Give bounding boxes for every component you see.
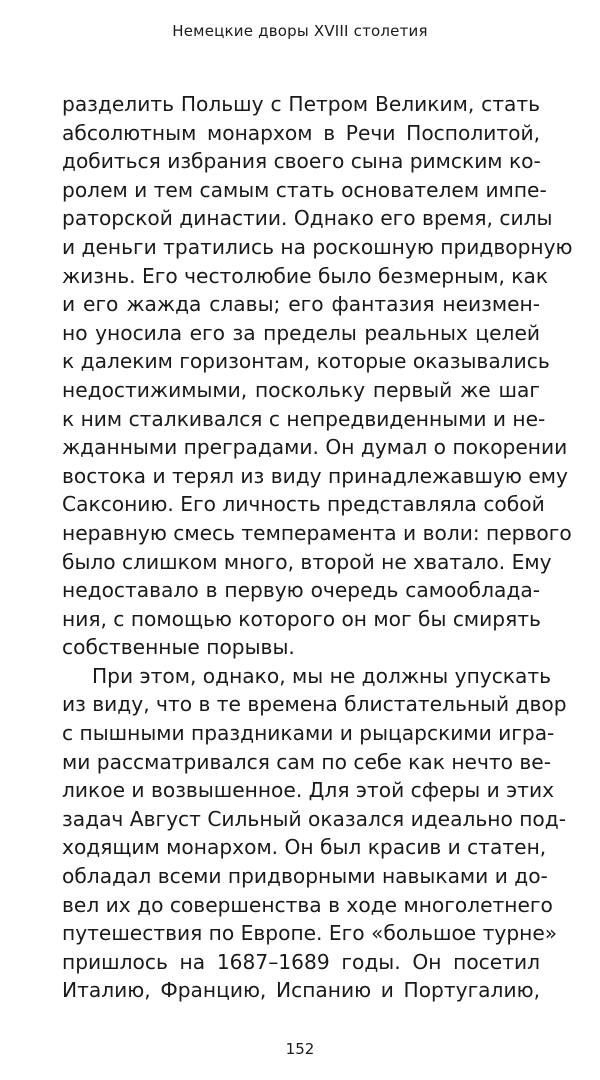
text-line: ния, с помощью которого он мог бы смирять [62, 606, 541, 631]
text-line: недоставало в первую очередь самообладa- [62, 578, 540, 603]
text-line: обладал всеми придворными навыками и до- [62, 864, 548, 889]
running-head: Немецкие дворы XVIII столетия [172, 22, 428, 40]
text-line: ролем и тем самым стать основателем импе- [62, 177, 547, 202]
text-line: раторской династии. Однако его время, силы [62, 206, 553, 231]
text-line: и его жажда славы; его фантазия неизмен- [62, 292, 540, 317]
text-line: неравную смесь темперамента и воли: первого [62, 520, 572, 545]
text-line: При этом, однако, мы не должны упускать [92, 663, 552, 688]
text-line: вел их до совершенства в ходе многолетнего [62, 892, 553, 917]
text-line: ми рассматривался сам по себе как нечто ве- [62, 749, 552, 774]
text-line: Италию, Францию, Испанию и Португалию, [62, 978, 540, 1003]
text-line: задач Август Сильный оказался идеально под- [62, 806, 567, 831]
page-number: 152 [285, 1040, 315, 1058]
text-line: ходящим монархом. Он был красив и статен, [62, 835, 547, 860]
text-line: собственные порывы. [62, 635, 295, 660]
text-line: недостижимыми, поскольку первый же шаг [62, 377, 540, 402]
text-line: пришлось на 1687–1689 годы. Он посетил [62, 949, 540, 974]
text-line: путешествия по Европе. Его «большое турне» [62, 921, 558, 946]
text-line: к ним сталкивался с непредвиденными и не- [62, 406, 546, 431]
text-line: к далеким горизонтам, которые оказывались [62, 349, 550, 374]
text-line: добиться избрания своего сына римским ко- [62, 149, 541, 174]
text-line: и деньги тратились на роскошную придворную [62, 234, 573, 259]
text-line: из виду, что в те времена блистательный двор [62, 692, 567, 717]
text-line: жизнь. Его честолюбие было безмерным, как [62, 263, 549, 288]
text-line: разделить Польшу с Петром Великим, стать [62, 92, 540, 116]
paragraph-1 [62, 90, 573, 662]
text-line: абсолютным монархом в Речи Посполитой, [62, 120, 540, 145]
text-line: было слишком много, второй не хватало. Ему [62, 549, 552, 574]
text-line: но уносила его за пределы реальных целей [62, 320, 540, 345]
text-line: с пышными праздниками и рыцарскими игра- [62, 721, 555, 746]
text-line: Саксонию. Его личность представляла собой [62, 492, 545, 517]
paragraph-2 [62, 662, 567, 1005]
body-text [62, 90, 573, 1005]
text-line: востока и терял из виду принадлежавшую ему [62, 463, 568, 488]
text-line: жданными преградами. Он думал о покорении [62, 435, 568, 460]
text-line: ликое и возвышенное. Для этой сферы и этих [62, 778, 555, 803]
